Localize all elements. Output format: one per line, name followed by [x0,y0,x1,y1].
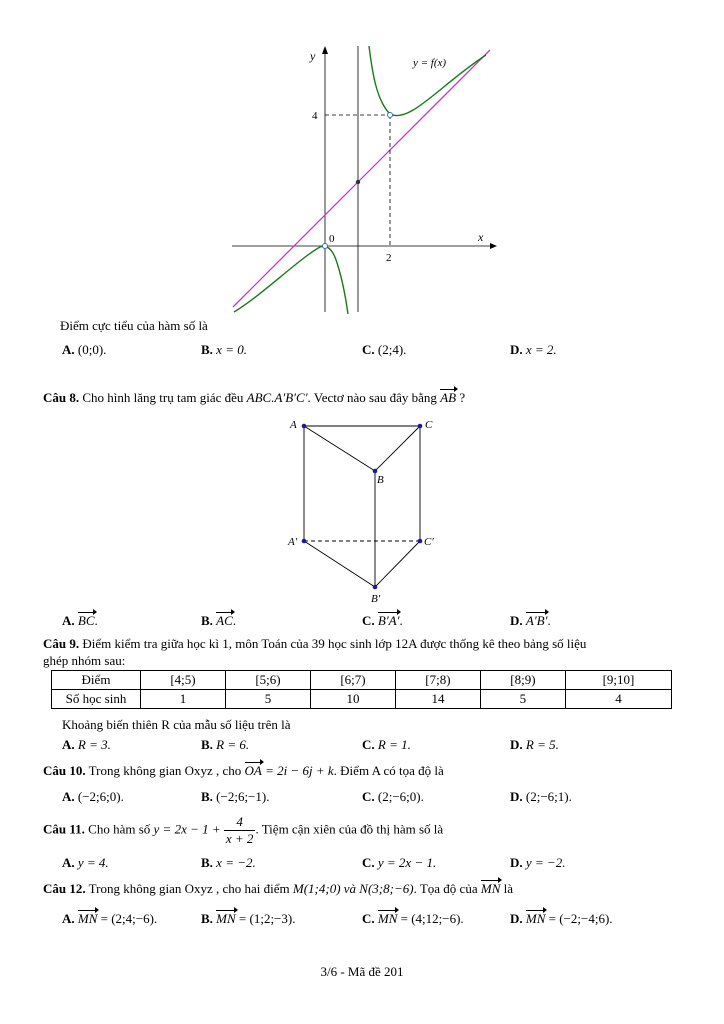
q11-option-c [362,855,436,871]
option-label: C. [362,855,375,870]
option-vector: A′B′ [525,613,548,628]
q7-option-c [362,342,406,358]
page-footer: 3/6 - Mã đề 201 [320,964,404,979]
option-vector: MN [525,911,546,926]
q7-option-d [510,342,557,358]
option-vector: MN [216,911,236,926]
table-cell: [8;9) [480,671,565,690]
stem-text: Trong không gian Oxyz , cho [88,763,242,778]
function-graph [225,40,500,320]
q8-option-c [362,613,403,629]
option-text: R = 1. [377,737,411,752]
stem-text: Trong không gian Oxyz , cho hai điểm [88,881,290,896]
question-label: Câu 10. [43,763,86,778]
points-text: M(1;4;0) và N(3;8;−6) [292,881,414,896]
table-cell: 5 [480,690,565,709]
option-text: (2;−6;0). [377,789,424,804]
option-label: C. [362,613,375,628]
option-dot: . [399,613,403,628]
q8-option-a [62,613,98,629]
y-axis-label: y [310,49,316,63]
option-label: B. [201,342,213,357]
x-axis-arrow [490,243,497,249]
option-text: R = 6. [216,737,250,752]
prism-figure [280,412,450,612]
vertex-C1 [418,539,423,544]
vertex-C [418,424,423,429]
label-A1: A′ [288,536,298,548]
option-vector: MN [77,911,98,926]
oblique-asymptote [233,50,490,307]
option-text: x = 0. [216,342,247,357]
vector-OA: OA [244,763,262,778]
vector-expression: = 2i − 6j + k [265,763,334,778]
q10-option-b [201,789,269,805]
q9-option-c [362,737,411,753]
q11-option-a [62,855,109,871]
label-C1: C′ [424,536,434,548]
edge-A1B1 [304,541,375,587]
label-B: B [377,474,384,486]
option-label: B. [201,613,213,628]
option-label: A. [62,855,75,870]
q9-question: Khoảng biến thiên R của mẫu số liệu trên là [62,717,291,732]
option-text: (−2;6;0). [77,789,124,804]
option-label: C. [362,737,375,752]
option-label: C. [362,342,375,357]
question-label: Câu 8. [43,390,80,405]
option-label: A. [62,613,75,628]
tick-y-label: 4 [312,110,318,122]
option-label: D. [510,789,523,804]
option-label: C. [362,789,375,804]
vertex-A [302,424,307,429]
row-header-students: Số học sinh [52,690,141,709]
table-cell: 1 [141,690,226,709]
fraction [224,814,256,847]
q9-option-b [201,737,249,753]
q11-option-d [510,855,565,871]
option-dot: . [547,613,551,628]
option-label: D. [510,911,523,926]
table-row [52,690,672,709]
option-text: = (2;4;−6). [100,911,158,926]
option-text: = (1;2;−3). [238,911,296,926]
curve-label: y = f(x) [413,57,447,69]
option-text: (−2;6;−1). [216,789,270,804]
question-label: Câu 11. [43,821,85,837]
option-text: = (4;12;−6). [400,911,464,926]
table-cell: 14 [395,690,480,709]
stem-text: Điểm kiểm tra giữa học kì 1, môn Toán của 39 học sinh lớp 12A được thống kê theo bảng số liệu [82,636,587,651]
q12-option-b [201,911,295,927]
stem-text: Cho hàm số [88,821,151,837]
option-label: D. [510,613,523,628]
stem-text-2: . Tọa độ của [413,881,478,896]
option-label: D. [510,855,523,870]
question-label: Câu 12. [43,881,86,896]
option-vector: B′A′ [377,613,400,628]
table-cell: 10 [310,690,395,709]
option-label: A. [62,911,75,926]
table-cell: [4;5) [141,671,226,690]
stem-text-2: . Tiệm cận xiên của đồ thị hàm số là [255,821,444,837]
option-text: y = 4. [77,855,109,870]
option-vector: MN [377,911,398,926]
q8-option-d [510,613,551,629]
option-label: A. [62,789,75,804]
table-cell: [6;7) [310,671,395,690]
question-label: Câu 9. [43,636,80,651]
option-text: y = 2x − 1. [377,855,437,870]
table-cell: [9;10] [565,671,671,690]
q12-option-a [62,911,157,927]
frequency-table [51,670,672,709]
option-label: B. [201,789,213,804]
tick-x-label: 2 [386,252,392,264]
q11-stem [43,814,443,847]
option-label: A. [62,342,75,357]
option-text: (2;4). [377,342,407,357]
option-text: y = −2. [525,855,566,870]
q10-option-d [510,789,572,805]
table-cell: [7;8) [395,671,480,690]
option-label: B. [201,855,213,870]
stem-text-3: là [503,881,513,896]
q12-option-c [362,911,464,927]
question-mark: ? [459,390,466,405]
option-text: (0;0). [77,342,107,357]
q11-option-b [201,855,256,871]
stem-text-2: . Vectơ nào sau đây bằng [307,390,437,405]
function-expression: y = 2x − 1 + [153,821,221,837]
option-label: A. [62,737,75,752]
fraction-numerator: 4 [224,814,256,831]
stem-text-2: . Điểm A có tọa độ là [333,763,444,778]
curve-left-branch [234,246,348,314]
q9-option-d [510,737,559,753]
option-text: = (−2;−4;6). [548,911,613,926]
option-text: R = 3. [77,737,111,752]
edge-B1C1 [375,541,420,587]
table-row [52,671,672,690]
q10-option-a [62,789,124,805]
q9-option-a [62,737,111,753]
q9-stem-cont: ghép nhóm sau: [43,653,126,668]
option-dot: . [232,613,237,628]
label-A: A [290,419,297,431]
asymptote-point [356,180,360,184]
q10-stem [43,763,444,779]
option-text: x = 2. [525,342,557,357]
table-cell: 4 [565,690,671,709]
q9-stem [43,636,586,652]
edge-AB [304,426,375,471]
option-label: B. [201,737,213,752]
edge-BC [375,426,420,471]
label-C: C [425,419,433,431]
option-label: C. [362,911,375,926]
option-text: R = 5. [525,737,559,752]
option-dot: . [94,613,98,628]
option-text: x = −2. [216,855,256,870]
q7-option-b [201,342,247,358]
vertex-B1 [373,585,378,590]
q10-option-c [362,789,424,805]
q12-option-d [510,911,613,927]
fraction-denominator: x + 2 [225,831,254,846]
option-label: B. [201,911,213,926]
vector-MN: MN [480,881,501,896]
option-vector: BC [77,613,95,628]
table-cell: 5 [225,690,310,709]
y-axis-arrow [322,46,328,54]
origin-point [323,244,328,249]
q7-stem: Điểm cực tiểu của hàm số là [60,318,208,333]
prism-name: ABC.A′B′C′ [246,390,308,405]
option-label: D. [510,342,523,357]
option-vector: AC [216,613,233,628]
stem-text: Cho hình lăng trụ tam giác đều [82,390,244,405]
q7-option-a [62,342,106,358]
q8-option-b [201,613,236,629]
target-vector: AB [440,390,457,405]
q12-stem [43,881,513,897]
label-B1: B′ [371,593,381,605]
minimum-point [388,113,393,118]
row-header-score: Điểm [52,671,141,690]
vertex-A1 [302,539,307,544]
q8-stem [43,390,465,406]
origin-label: 0 [329,233,335,245]
table-cell: [5;6) [225,671,310,690]
vertex-B [373,469,378,474]
x-axis-label: x [478,230,484,244]
option-text: (2;−6;1). [525,789,572,804]
option-label: D. [510,737,523,752]
